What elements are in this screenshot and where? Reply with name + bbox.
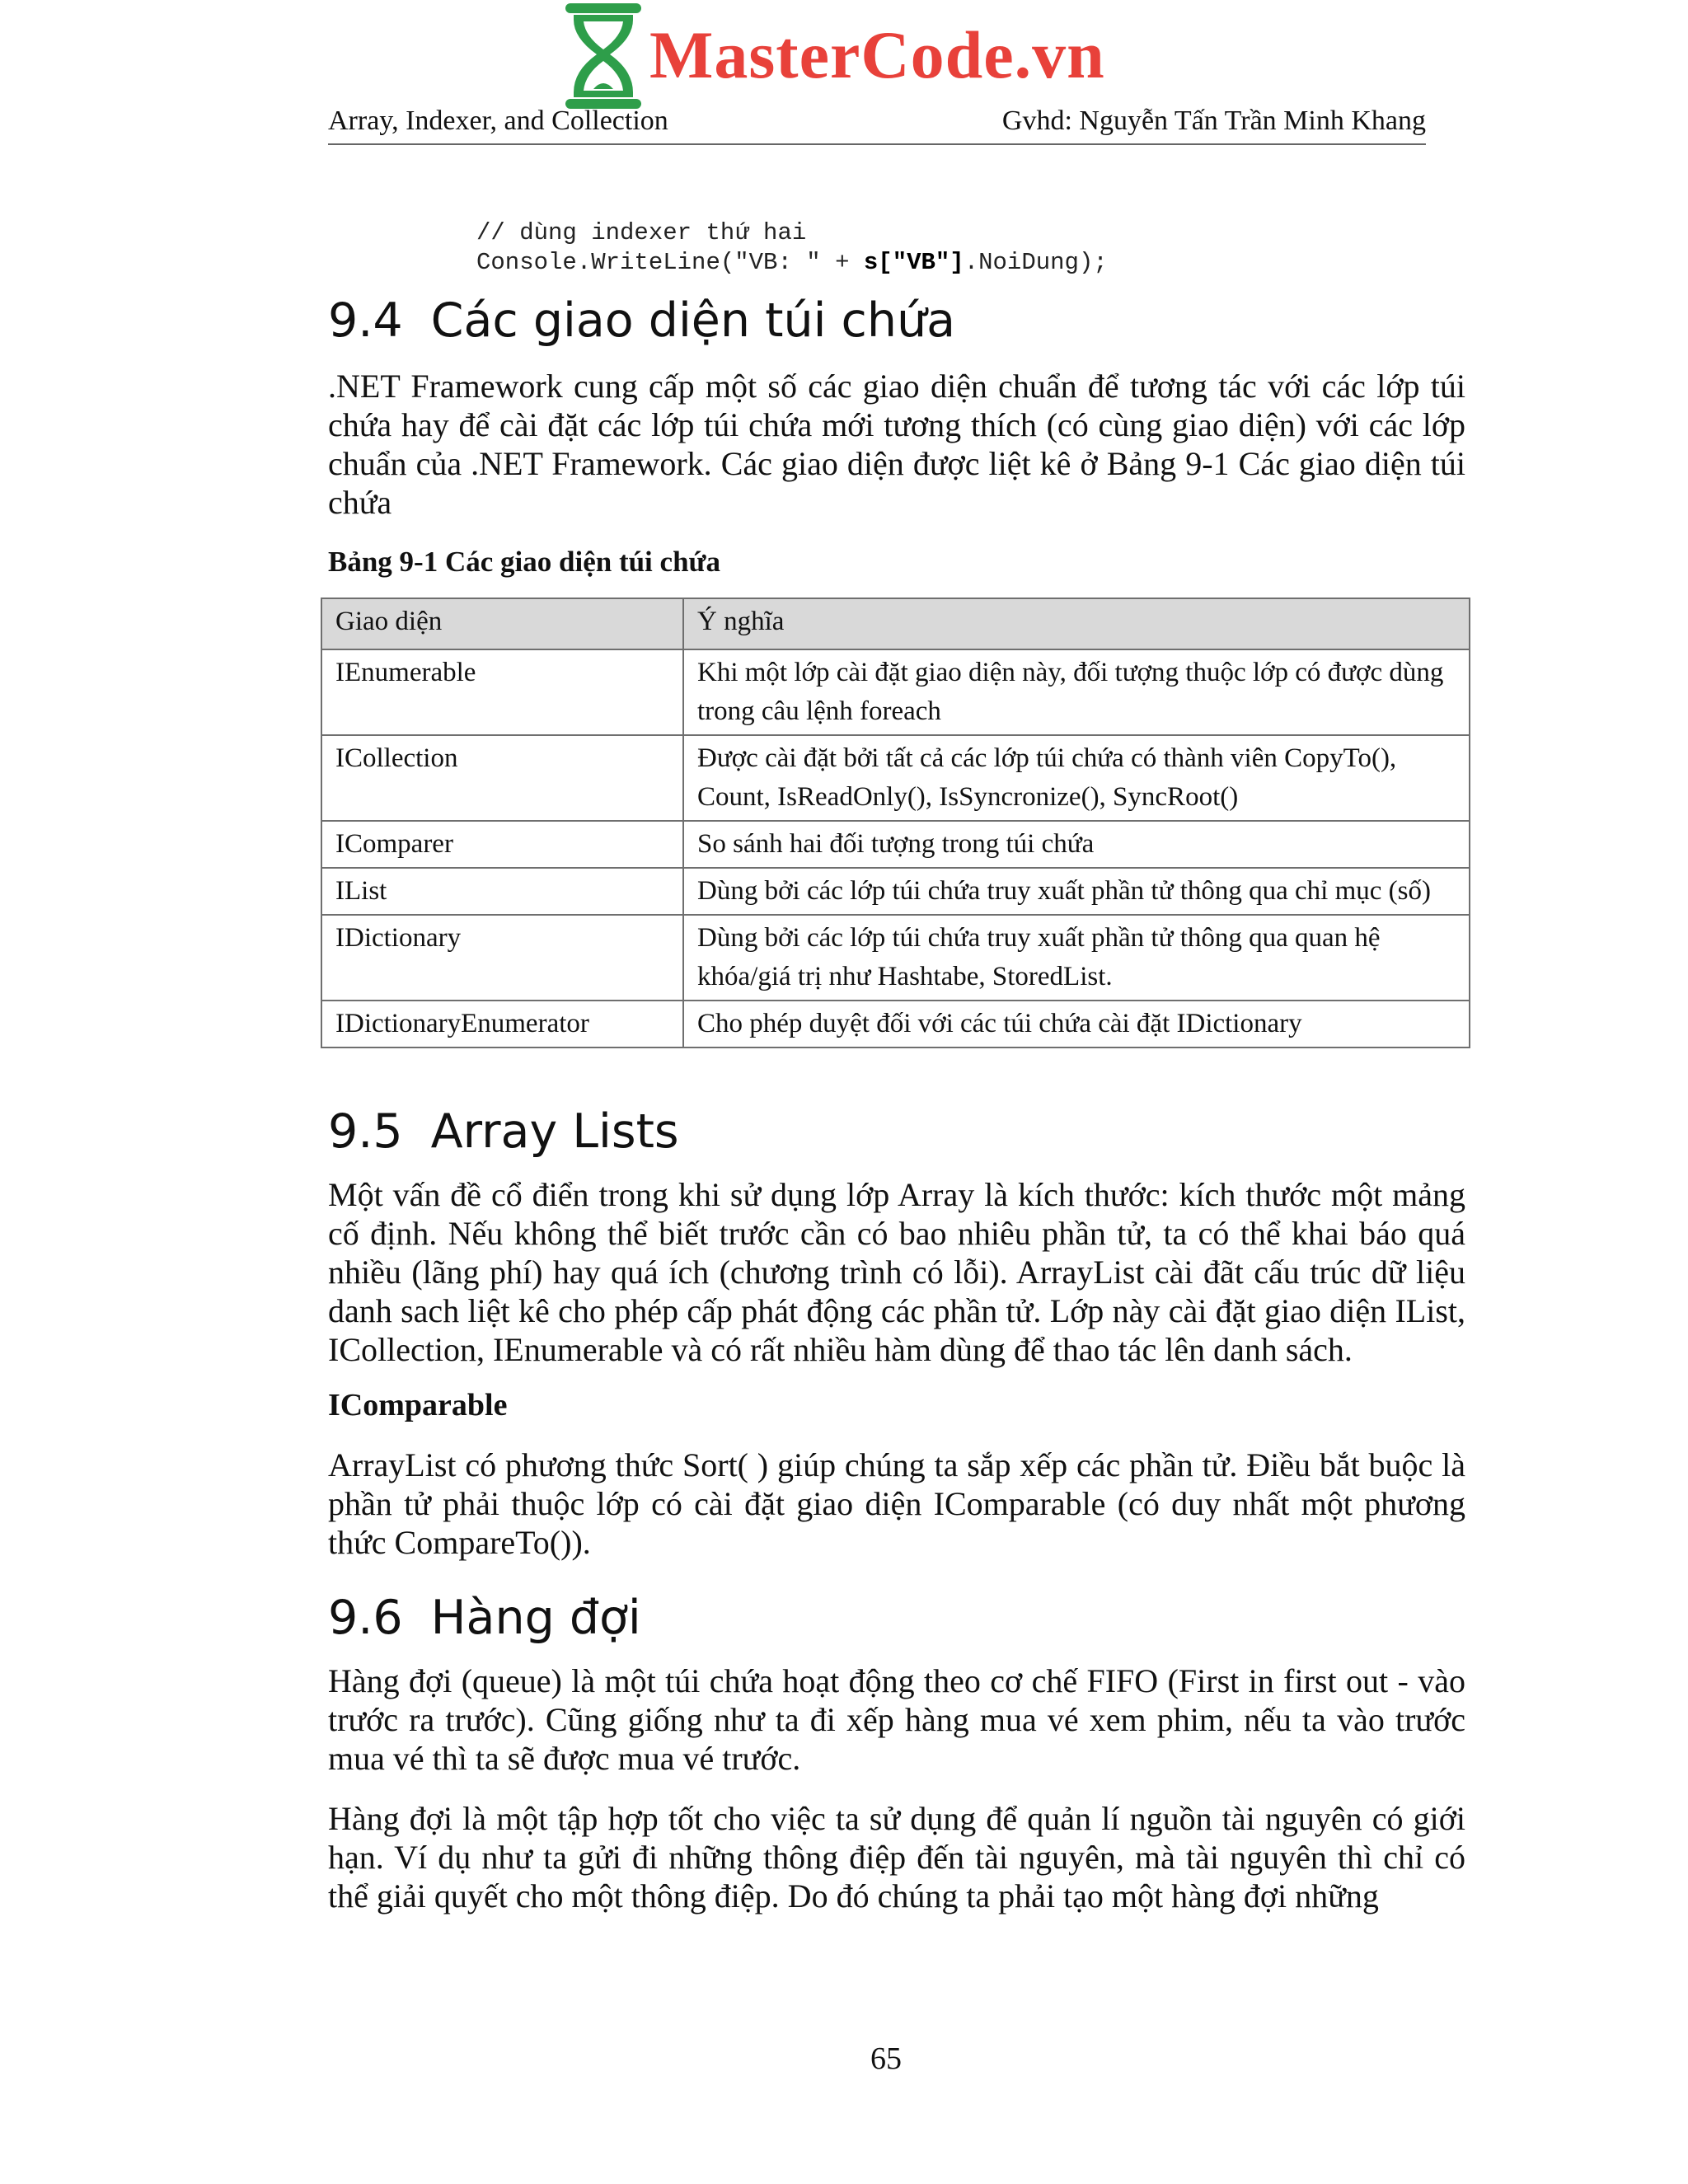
code-line-pre: Console.WriteLine("VB: " + [476, 249, 864, 276]
subheading: IComparable [328, 1388, 508, 1422]
interface-meaning: Được cài đặt bởi tất cả các lớp túi chứa có thành viên CopyTo(), Count, IsReadOnly(), IsSyncronize(), SyncRoot() [683, 735, 1470, 821]
column-header: Ý nghĩa [683, 598, 1470, 649]
section-heading-9-6 [328, 1591, 641, 1645]
interface-name: IDictionary [321, 915, 683, 1001]
logo-text: MasterCode.vn [649, 17, 1105, 92]
table-caption: Bảng 9-1 Các giao diện túi chứa [328, 546, 721, 578]
table-row [321, 735, 1470, 821]
paragraph: Một vấn đề cổ điển trong khi sử dụng lớp Array là kích thước: kích thước một mảng cố định. Nếu không thể biết trước cần có bao nhiêu phần tử, ta có thể khai báo quá nhiều (lãng phí) hay quá ích (chương trình có lỗi). ArrayList cài đãt cấu trúc dữ liệu danh sach liệt kê cho phép cấp phát động các phần tử. Lớp này cài đặt giao diện IList, ICollection, IEnumerable và có rất nhiều hàm dùng để thao tác lên danh sách. [328, 1176, 1465, 1368]
header-chapter-title: Array, Indexer, and Collection [328, 105, 668, 136]
section-number: 9.5 [328, 1104, 403, 1159]
interface-name: ICollection [321, 735, 683, 821]
interface-name: IComparer [321, 821, 683, 868]
section-title: Các giao diện túi chứa [430, 293, 956, 348]
section-number: 9.4 [328, 293, 403, 348]
interface-meaning: Khi một lớp cài đặt giao diện này, đối tượng thuộc lớp có được dùng trong câu lệnh foreach [683, 649, 1470, 735]
hourglass-icon [560, 0, 646, 112]
interface-meaning: Dùng bởi các lớp túi chứa truy xuất phần tử thông qua quan hệ khóa/giá trị như Hashtabe, StoredList. [683, 915, 1470, 1001]
section-heading-9-4 [328, 293, 955, 348]
code-line-bold: s["VB"] [863, 249, 964, 276]
paragraph: Hàng đợi là một tập hợp tốt cho việc ta sử dụng để quản lí nguồn tài nguyên có giới hạn. Ví dụ như ta gửi đi những thông điệp đến tài nguyên, mà tài nguyên thì chỉ có thể giải quyết cho một thông điệp. Do đó chúng ta phải tạo một hàng đợi những [328, 1800, 1465, 1915]
running-header [328, 102, 1426, 145]
code-snippet [476, 218, 1108, 278]
interface-meaning: Dùng bởi các lớp túi chứa truy xuất phần tử thông qua chỉ mục (số) [683, 868, 1470, 915]
table-header-row [321, 598, 1470, 649]
section-number: 9.6 [328, 1591, 403, 1645]
column-header: Giao diện [321, 598, 683, 649]
site-logo [560, 0, 1154, 114]
section-title: Hàng đợi [430, 1591, 641, 1645]
interface-meaning: Cho phép duyệt đối với các túi chứa cài đặt IDictionary [683, 1001, 1470, 1047]
interface-name: IList [321, 868, 683, 915]
code-line-post: .NoiDung); [964, 249, 1108, 276]
paragraph: .NET Framework cung cấp một số các giao diện chuẩn để tương tác với các lớp túi chứa hay để cài đặt các lớp túi chứa mới tương thích (có cùng giao diện) với các lớp chuẩn của .NET Framework. Các giao diện được liệt kê ở Bảng 9-1 Các giao diện túi chứa [328, 368, 1465, 521]
table-row [321, 868, 1470, 915]
page-number: 65 [870, 2041, 902, 2076]
table-row [321, 821, 1470, 868]
interface-name: IEnumerable [321, 649, 683, 735]
section-heading-9-5 [328, 1104, 679, 1159]
table-row [321, 649, 1470, 735]
interface-meaning: So sánh hai đối tượng trong túi chứa [683, 821, 1470, 868]
interfaces-table [321, 598, 1470, 1048]
table-row [321, 1001, 1470, 1047]
section-title: Array Lists [430, 1104, 679, 1159]
table-row [321, 915, 1470, 1001]
header-instructor: Gvhd: Nguyễn Tấn Trần Minh Khang [1001, 105, 1426, 136]
code-comment: // dùng indexer thứ hai [476, 219, 807, 246]
paragraph: Hàng đợi (queue) là một túi chứa hoạt động theo cơ chế FIFO (First in first out - vào trước ra trước). Cũng giống như ta đi xếp hàng mua vé xem phim, nếu ta vào trước mua vé thì ta sẽ được mua vé trước. [328, 1662, 1465, 1777]
paragraph: ArrayList có phương thức Sort( ) giúp chúng ta sắp xếp các phần tử. Điều bắt buộc là phần tử phải thuộc lớp có cài đặt giao diện IComparable (có duy nhất một phương thức CompareTo()). [328, 1446, 1465, 1561]
interface-name: IDictionaryEnumerator [321, 1001, 683, 1047]
